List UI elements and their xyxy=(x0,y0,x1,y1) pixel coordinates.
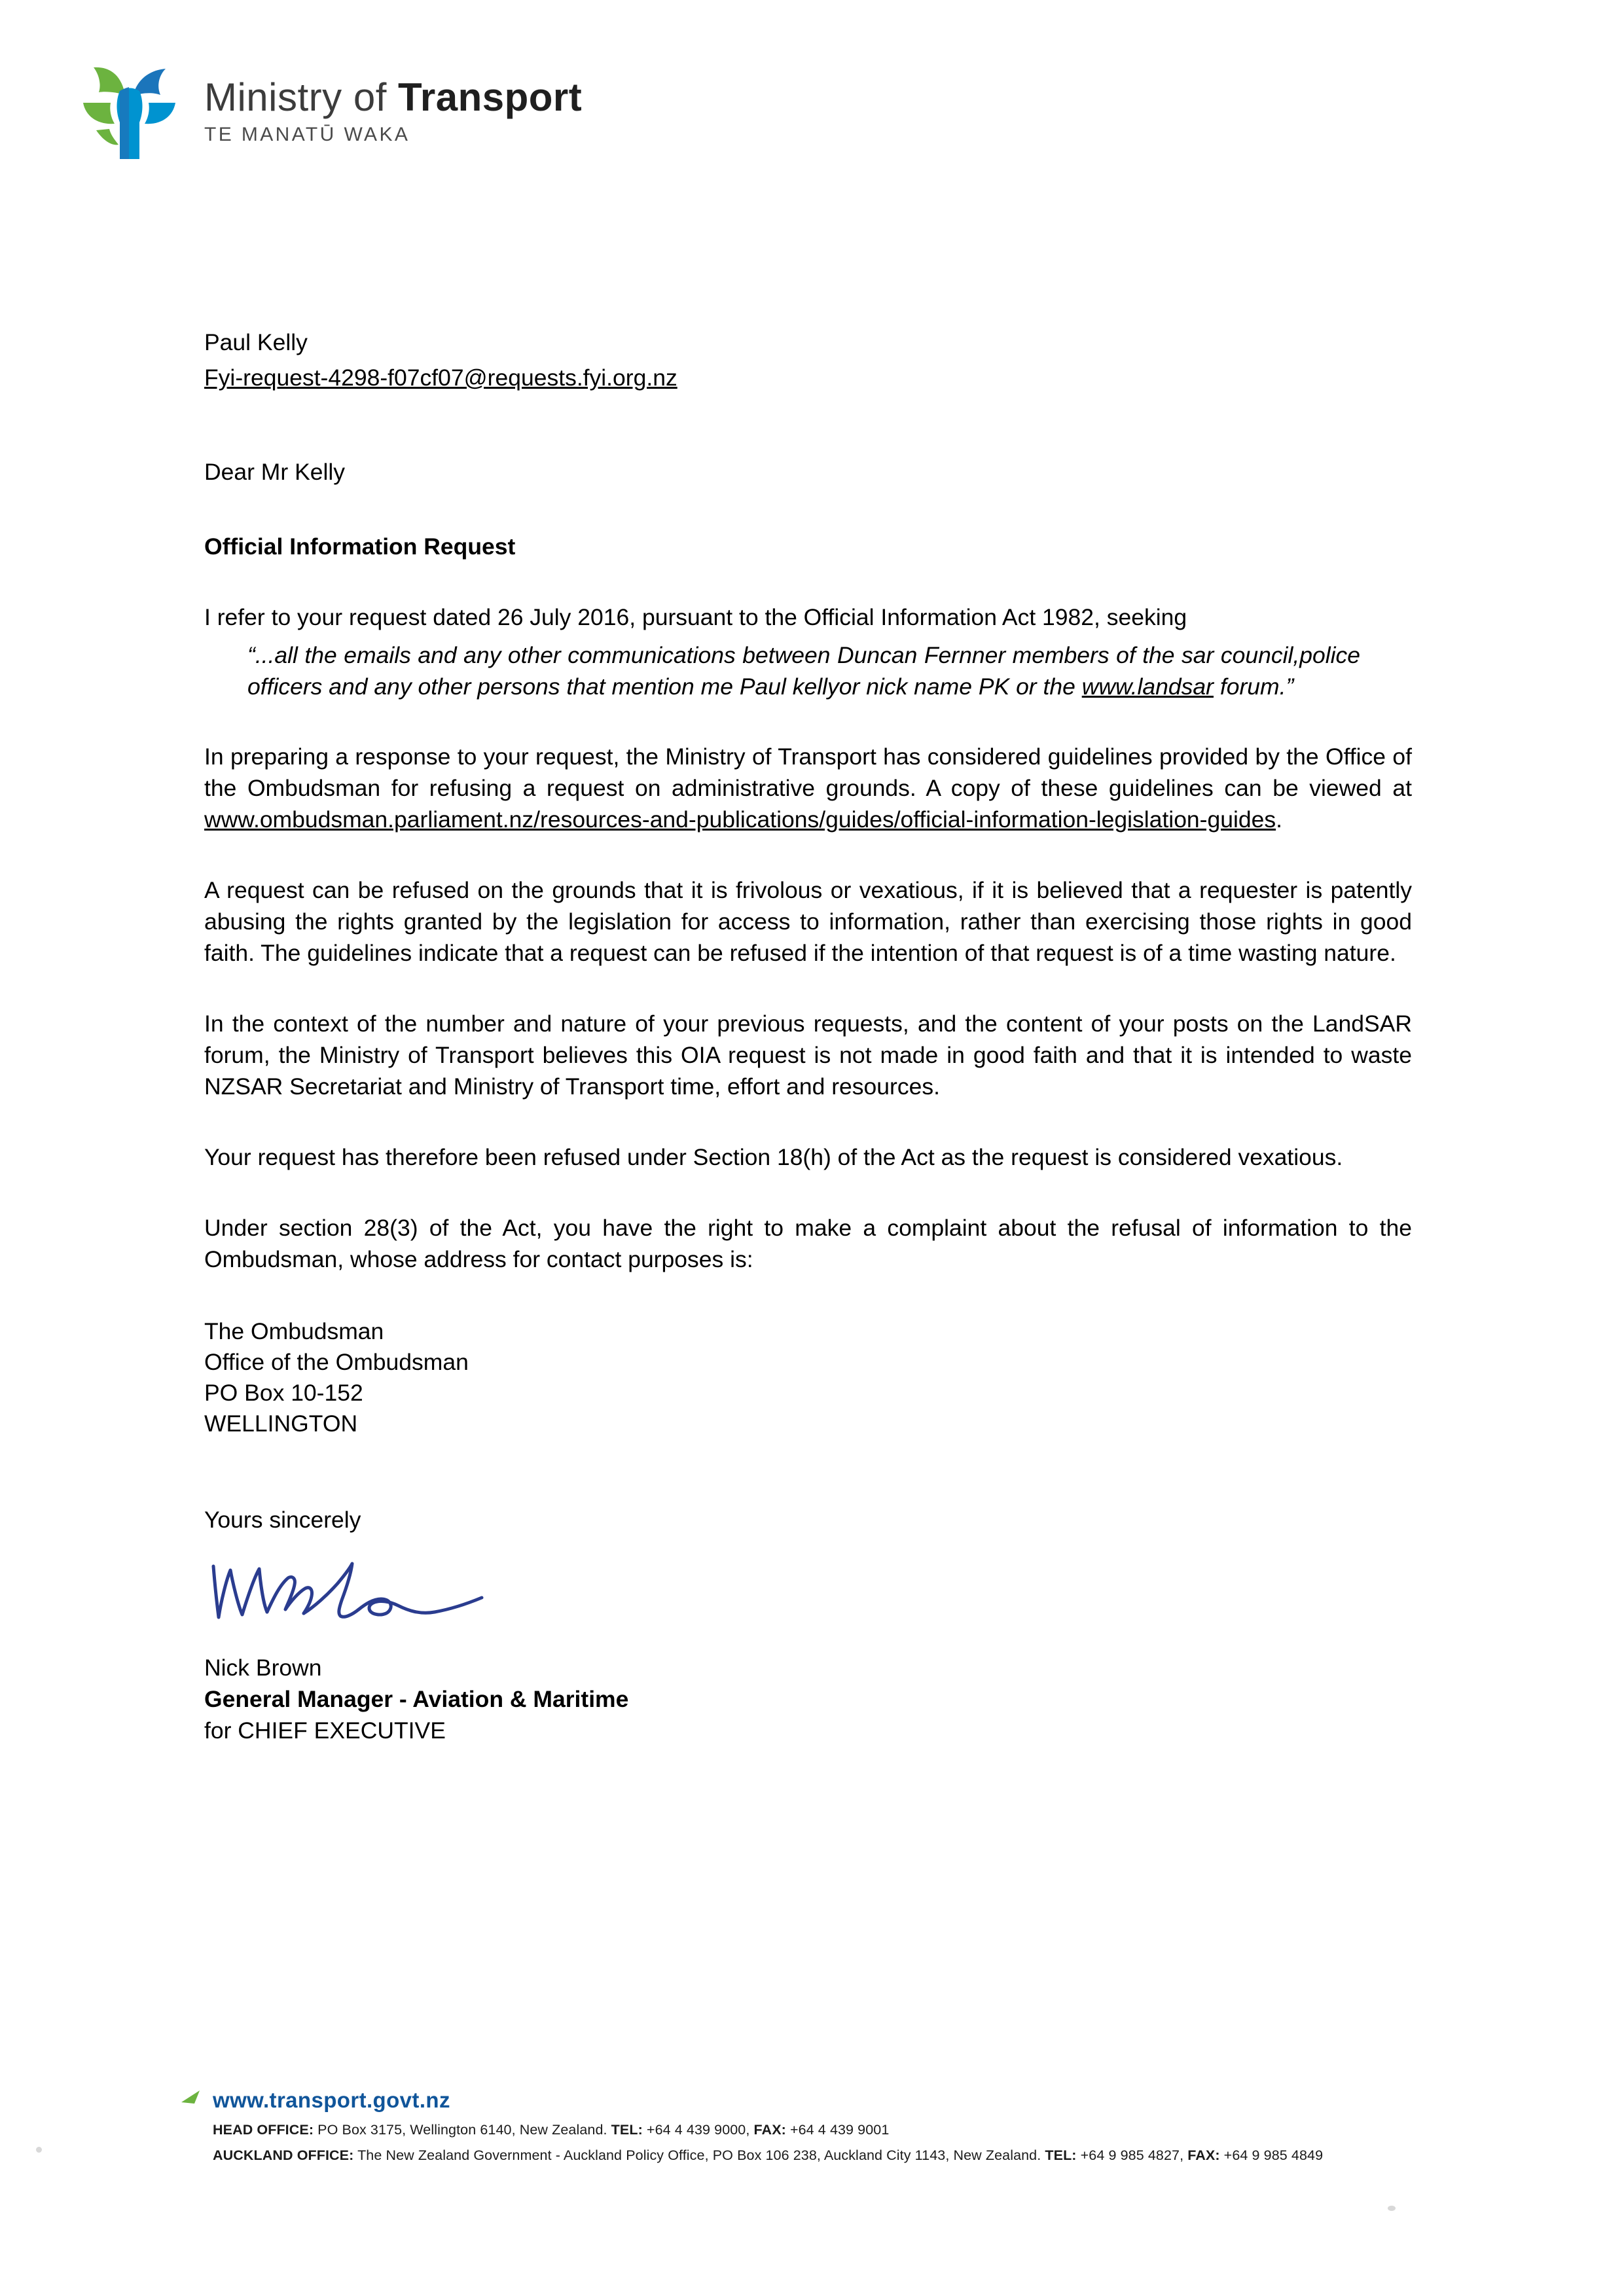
footer-head-office-text: PO Box 3175, Wellington 6140, New Zealand. xyxy=(314,2122,611,2138)
addressee-block xyxy=(204,327,1412,394)
ombudsman-guidelines-link[interactable]: www.ombudsman.parliament.nz/resources-and-publications/guides/official-information-legislation-guides xyxy=(204,806,1276,833)
scan-artifact xyxy=(36,2147,42,2153)
green-arrow-icon xyxy=(180,2089,202,2109)
letterhead xyxy=(82,62,582,160)
address-line: The Ombudsman xyxy=(204,1318,384,1344)
landsar-link[interactable]: www.landsar xyxy=(1081,673,1214,700)
recipient-name: Paul Kelly xyxy=(204,329,308,355)
ministry-title-regular: Ministry of xyxy=(204,75,399,119)
footer-head-office-fax-label: FAX: xyxy=(753,2122,786,2138)
signer-title: General Manager - Aviation & Maritime xyxy=(204,1686,629,1713)
paragraph-4: In the context of the number and nature of your previous requests, and the content of your posts on the LandSAR forum, the Ministry of Transport believes this OIA request is not made in good faith and that it is intended to waste NZSAR Secretariat and Ministry of Transport time, effort and resources. xyxy=(204,1010,1412,1100)
paragraph-2 xyxy=(204,742,1412,836)
ministry-of-transport-koru-logo-icon xyxy=(82,62,177,160)
paragraph-2-text: In preparing a response to your request, the Ministry of Transport has considered guidelines provided by the Office of the Ombudsman for refusing a request on administrative grounds. A copy of these guidelines can be viewed at xyxy=(204,744,1412,802)
quote-part-2: forum.” xyxy=(1213,673,1294,700)
footer-head-office xyxy=(213,2122,1522,2138)
footer-website-link[interactable]: www.transport.govt.nz xyxy=(213,2088,450,2112)
footer-auckland-office-label: AUCKLAND OFFICE: xyxy=(213,2147,354,2163)
footer-head-office-label: HEAD OFFICE: xyxy=(213,2122,314,2138)
ombudsman-address-block xyxy=(204,1316,1412,1440)
footer-auckland-office-tel: +64 9 985 4827, xyxy=(1076,2147,1188,2163)
footer-auckland-office-tel-label: TEL: xyxy=(1045,2147,1077,2163)
page-footer xyxy=(173,2088,1522,2164)
paragraph-1: I refer to your request dated 26 July 2016, pursuant to the Official Information Act 1982, seeking xyxy=(204,603,1187,630)
footer-auckland-office-text: The New Zealand Government - Auckland Policy Office, PO Box 106 238, Auckland City 1143, New Zealand. xyxy=(353,2147,1045,2163)
recipient-email[interactable]: Fyi-request-4298-f07cf07@requests.fyi.org.nz xyxy=(204,364,677,391)
ministry-title xyxy=(204,75,583,119)
paragraph-3: A request can be refused on the grounds that it is frivolous or vexatious, if it is believed that a requester is patently abusing the rights granted by the legislation for access to information, rather than exercising those rights in good faith. The guidelines indicate that a request can be refused if the intention of that request is of a time wasting nature. xyxy=(204,877,1412,967)
footer-auckland-office-fax-label: FAX: xyxy=(1187,2147,1220,2163)
scan-artifact xyxy=(1388,2206,1396,2211)
signer-for-line: for CHIEF EXECUTIVE xyxy=(204,1717,446,1744)
signer-name: Nick Brown xyxy=(204,1655,322,1681)
signoff: Yours sincerely xyxy=(204,1507,361,1534)
address-line: Office of the Ombudsman xyxy=(204,1348,469,1375)
ministry-title-bold: Transport xyxy=(398,75,583,119)
footer-head-office-fax: +64 4 439 9001 xyxy=(785,2122,890,2138)
ministry-subtitle: TE MANATŪ WAKA xyxy=(204,124,410,145)
paragraph-6: Under section 28(3) of the Act, you have the right to make a complaint about the refusal of information to the Ombudsman, whose address for contact purposes is: xyxy=(204,1214,1412,1272)
quote-part-1: “...all the emails and any other communications between Duncan Fernner members of the sar council,police officers and any other persons that mention me Paul kellyor nick name PK or the xyxy=(247,641,1360,700)
salutation: Dear Mr Kelly xyxy=(204,458,346,485)
footer-head-office-tel-label: TEL: xyxy=(611,2122,643,2138)
address-line: PO Box 10-152 xyxy=(204,1379,363,1406)
footer-auckland-office-fax: +64 9 985 4849 xyxy=(1219,2147,1324,2163)
letter-subject-heading: Official Information Request xyxy=(204,533,516,560)
paragraph-5: Your request has therefore been refused under Section 18(h) of the Act as the request is considered vexatious. xyxy=(204,1143,1343,1170)
footer-head-office-tel: +64 4 439 9000, xyxy=(642,2122,754,2138)
address-line: WELLINGTON xyxy=(204,1410,358,1437)
letter-body xyxy=(204,327,1412,1747)
letterhead-wordmark xyxy=(204,75,583,145)
footer-auckland-office xyxy=(213,2147,1522,2164)
quoted-request-text xyxy=(247,640,1360,703)
paragraph-2-period: . xyxy=(1276,806,1282,833)
handwritten-signature-image xyxy=(204,1549,662,1647)
